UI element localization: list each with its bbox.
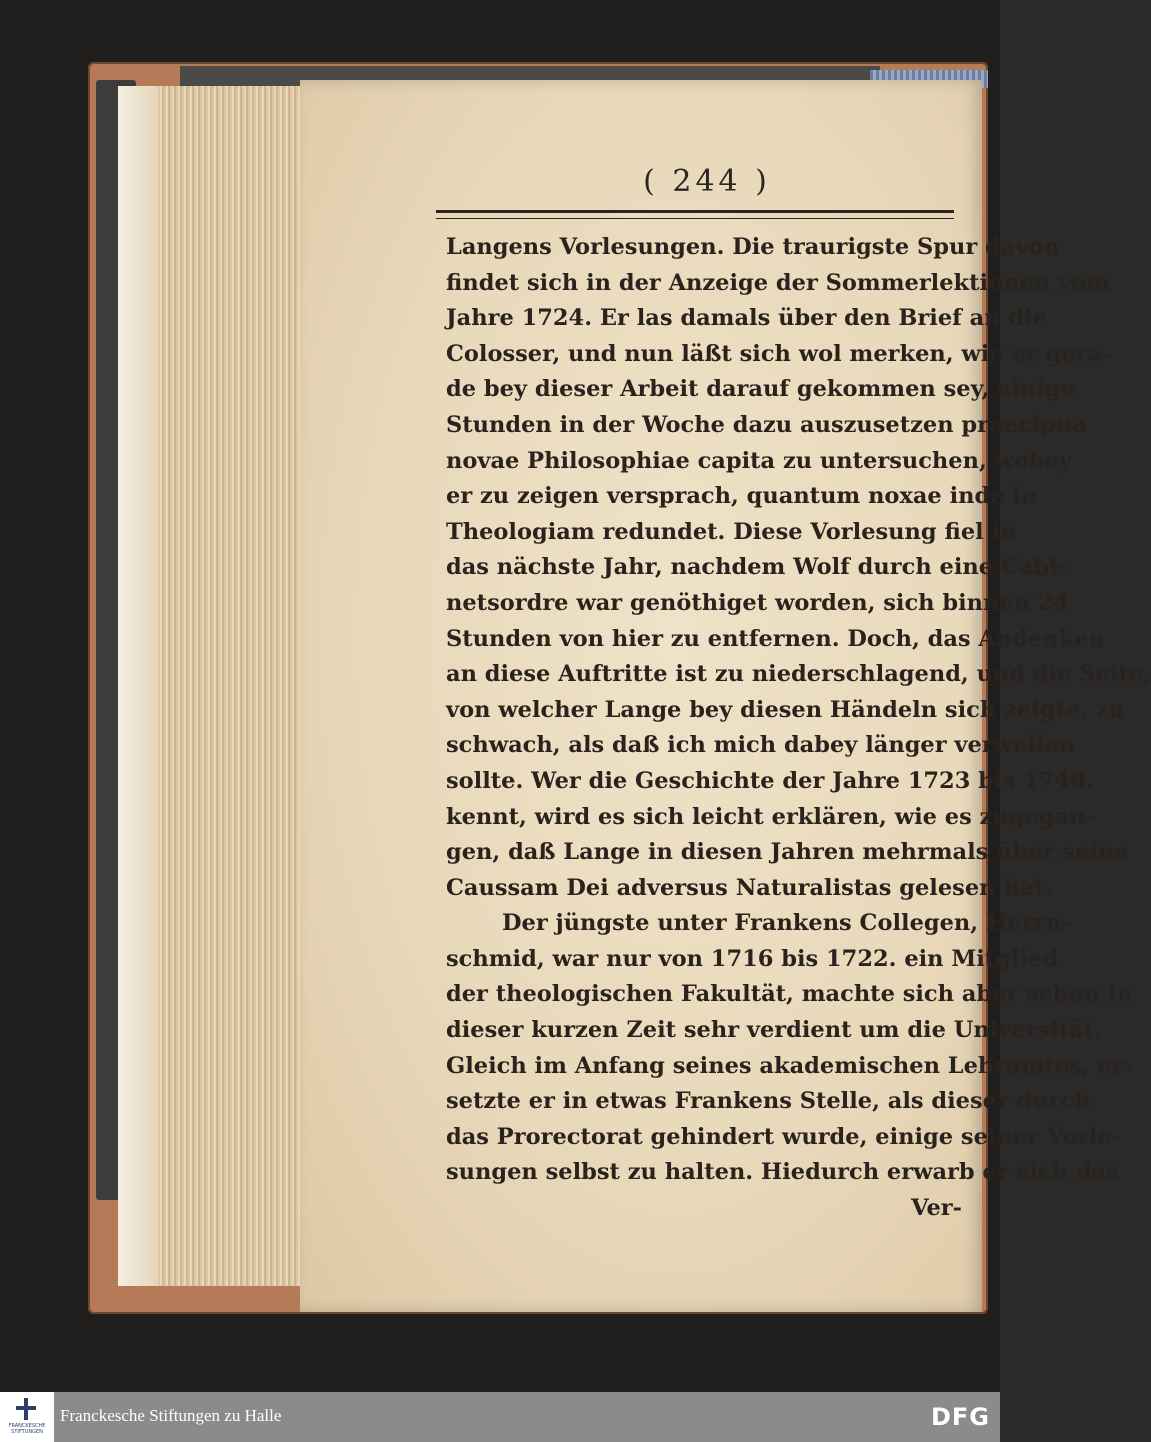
text-line: der theologischen Fakultät, machte sich aber schon in xyxy=(446,981,1133,1008)
text-line: Langens Vorlesungen. Die traurigste Spur davon xyxy=(446,234,1060,260)
text-line: novae Philosophiae capita zu untersuchen, wobey xyxy=(446,447,1073,474)
dfg-logo[interactable]: DFG xyxy=(930,1403,990,1431)
viewer-footer xyxy=(0,1392,1000,1442)
franckesche-logo[interactable] xyxy=(0,1392,54,1442)
text-line: Gleich im Anfang seines akademischen Lehramtes, er- xyxy=(446,1052,1134,1079)
text-line: von welcher Lange bey diesen Händeln sich zeigte, zu xyxy=(446,696,1125,723)
text-line: dieser kurzen Zeit sehr verdient um die Universität. xyxy=(446,1017,1102,1044)
text-line: Theologiam redundet. Diese Vorlesung fiel in xyxy=(446,518,1017,545)
page-edges-highlight xyxy=(118,86,158,1286)
text-line: er zu zeigen versprach, quantum noxae inde in xyxy=(446,483,1038,510)
book-page xyxy=(300,80,1151,1312)
footer-title[interactable]: Franckesche Stiftungen zu Halle xyxy=(60,1406,282,1425)
text-line: de bey dieser Arbeit darauf gekommen sey, einige xyxy=(446,376,1076,403)
text-line: schwach, als daß ich mich dabey länger verweilen xyxy=(446,732,1076,759)
text-line: sungen selbst zu halten. Hiedurch erwarb er sich das xyxy=(446,1159,1119,1186)
text-line: Caussam Dei adversus Naturalistas gelesen hat. xyxy=(446,874,1053,901)
text-line: findet sich in der Anzeige der Sommerlektionen vom xyxy=(446,269,1110,296)
text-line: das Prorectorat gehindert wurde, einige seiner Vorle- xyxy=(446,1123,1122,1150)
header-rule-thin xyxy=(436,218,954,219)
text-line: Jahre 1724. Er las damals über den Brief an die xyxy=(446,305,1048,332)
text-line: Stunden in der Woche dazu auszusetzen praecipua xyxy=(446,411,1087,438)
text-line: setzte er in etwas Frankens Stelle, als dieser durch xyxy=(446,1088,1091,1115)
text-line: Der jüngste unter Frankens Collegen, Herrn- xyxy=(502,910,1071,937)
text-line: sollte. Wer die Geschichte der Jahre 1723 bis 1740. xyxy=(446,767,1094,794)
catchword: Ver- xyxy=(911,1195,962,1222)
logo-text: FRANCKESCHE STIFTUNGEN xyxy=(8,1423,46,1435)
text-line: Stunden von hier zu entfernen. Doch, das Andenken xyxy=(446,625,1105,652)
text-line: Colosser, und nun läßt sich wol merken, wie er gera- xyxy=(446,340,1112,367)
text-line: kennt, wird es sich leicht erklären, wie es zugegan- xyxy=(446,803,1095,830)
text-line: an diese Auftritte ist zu niederschlagend, und die Seite, xyxy=(446,661,1151,688)
header-rule xyxy=(436,210,954,213)
page-text xyxy=(446,230,1151,1227)
cross-icon xyxy=(14,1398,38,1420)
text-line: das nächste Jahr, nachdem Wolf durch eine Cabi- xyxy=(446,554,1067,581)
text-line: netsordre war genöthiget worden, sich binnen 24 xyxy=(446,589,1070,616)
text-line: schmid, war nur von 1716 bis 1722. ein Mitglied xyxy=(446,945,1059,972)
text-line: gen, daß Lange in diesen Jahren mehrmals über seine xyxy=(446,839,1129,866)
page-number: ( 244 ) xyxy=(643,164,771,199)
